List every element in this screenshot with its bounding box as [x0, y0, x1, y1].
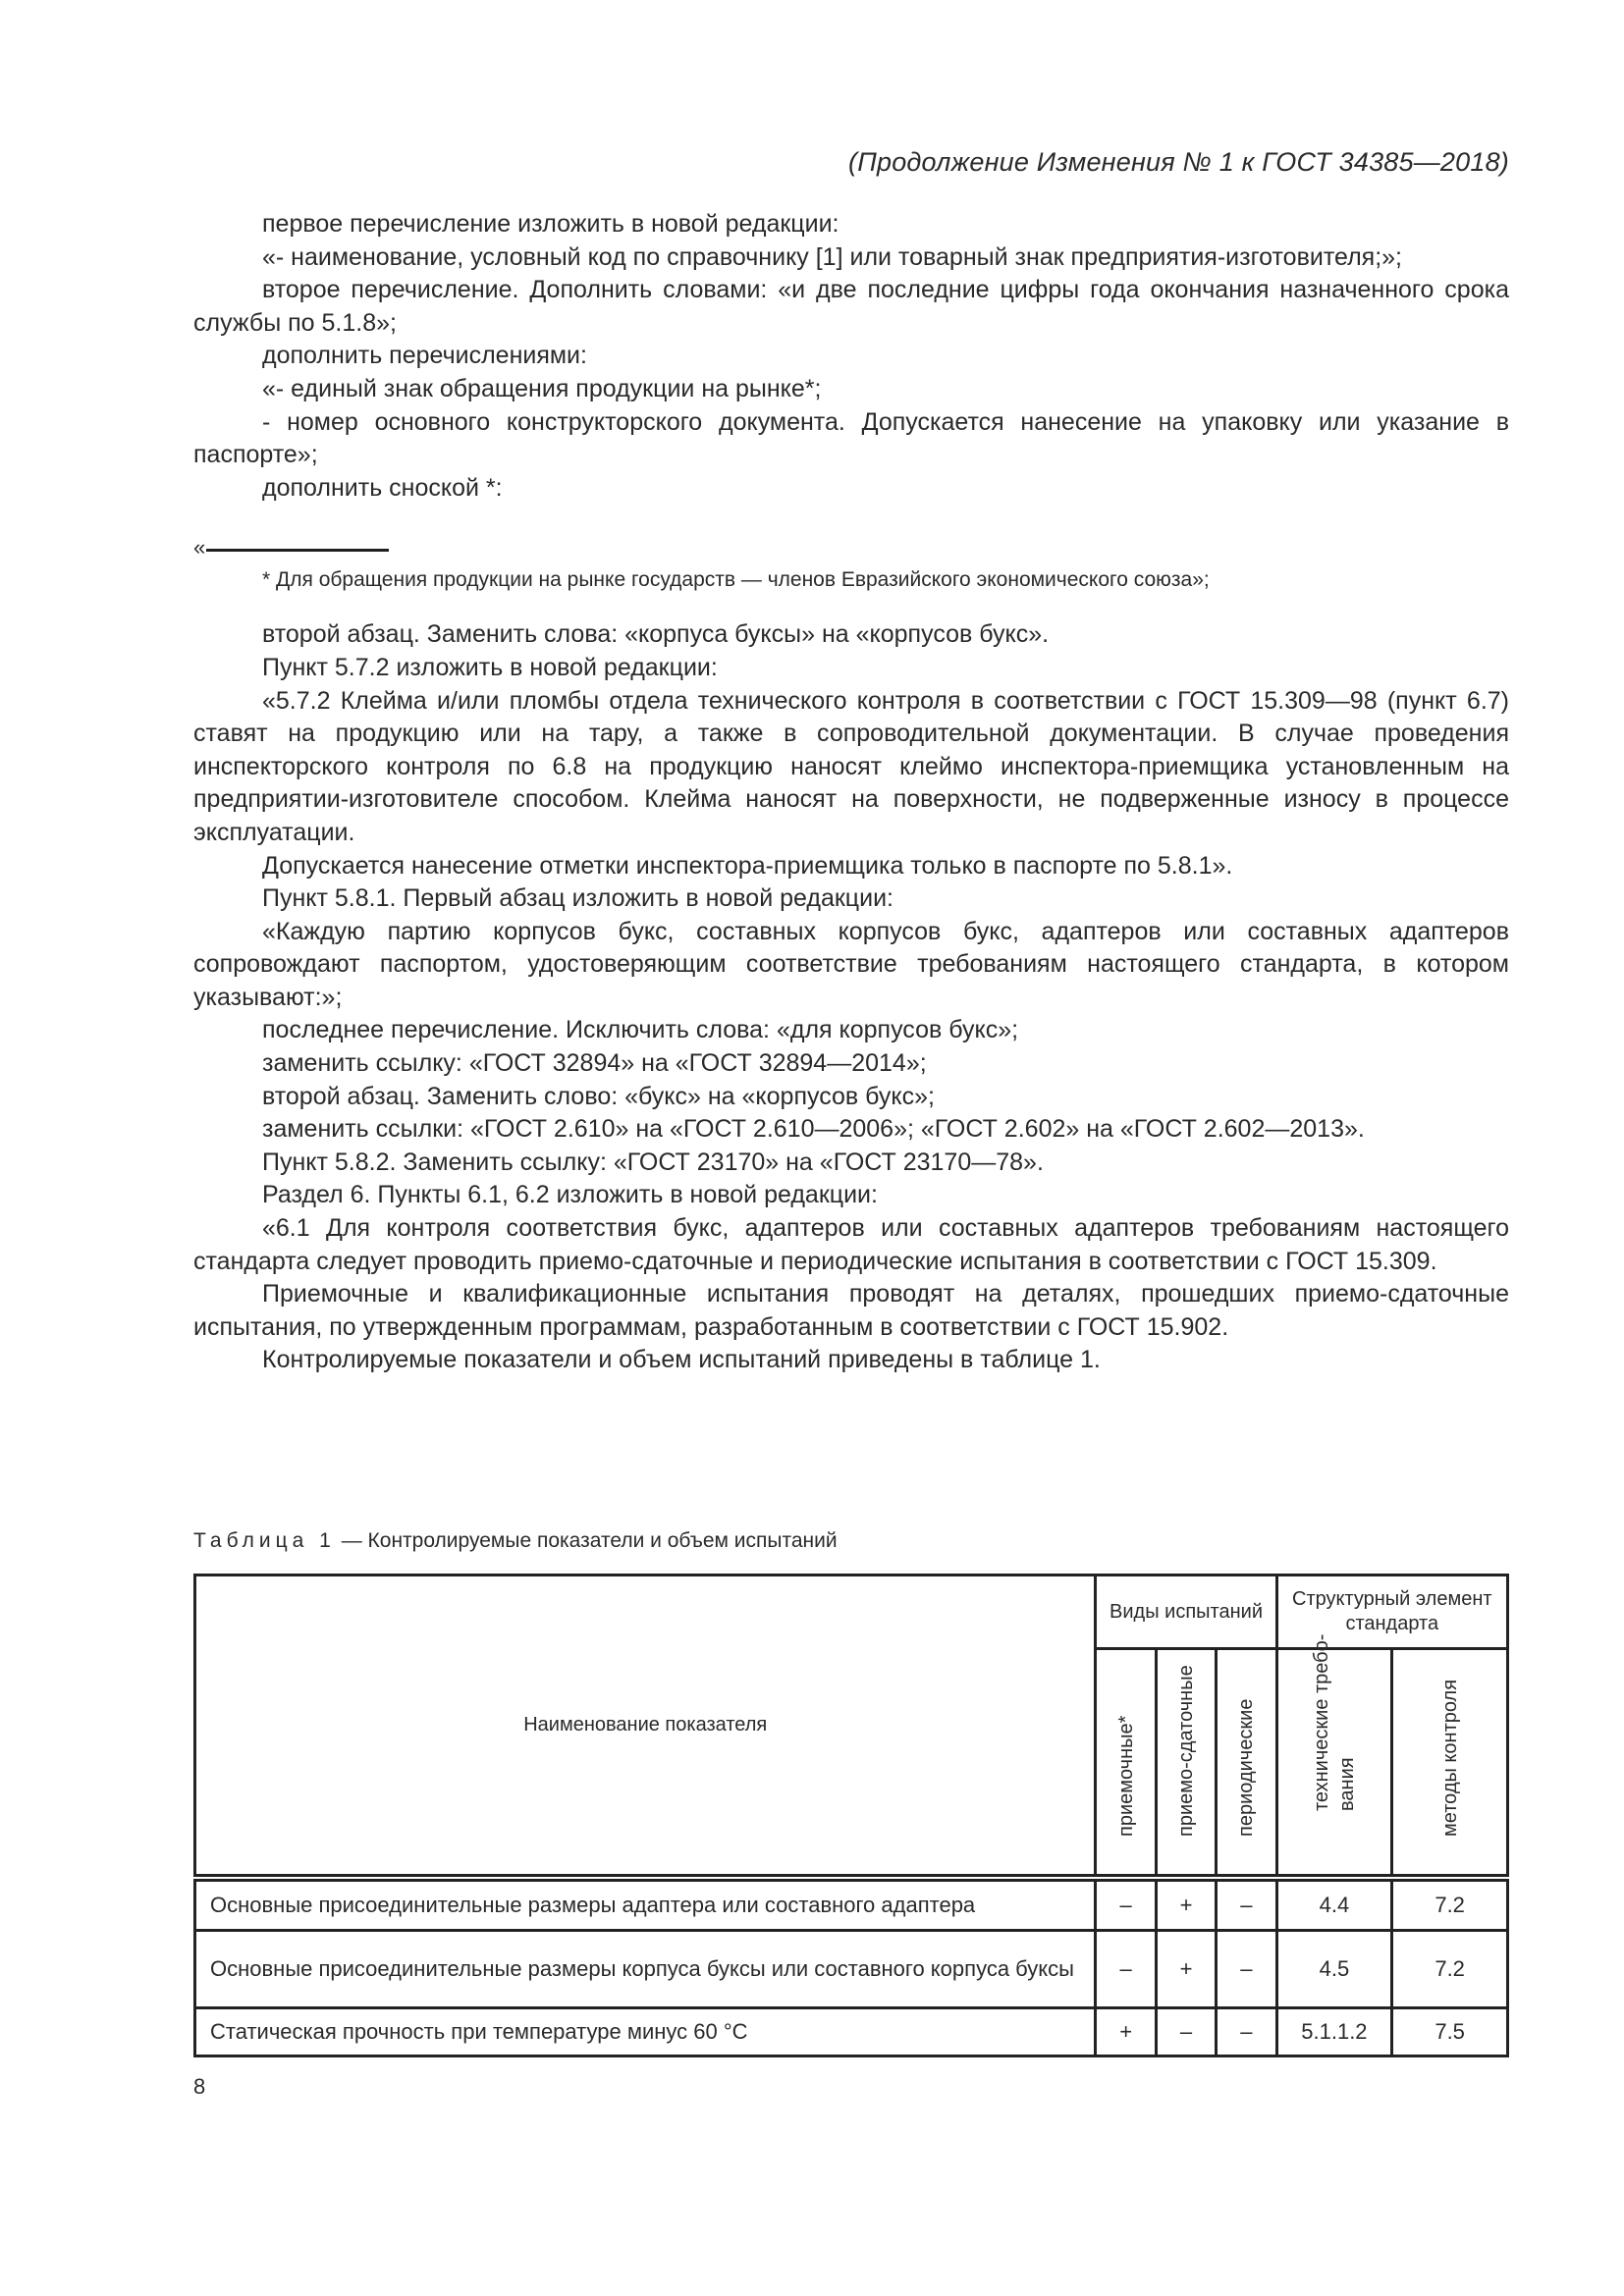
table-caption-text: — Контролируемые показатели и объем испытаний [335, 1529, 838, 1552]
paragraph: Пункт 5.7.2 изложить в новой редакции: [262, 653, 718, 681]
tests-table [193, 1574, 1509, 2057]
header-group-structure: Структурный элемент стандарта [1276, 1575, 1507, 1649]
page-number: 8 [193, 2074, 206, 2099]
cell-acceptance: + [1096, 2008, 1156, 2056]
table-caption-label: Таблица 1 [193, 1529, 336, 1552]
footnote-text: * Для обращения продукции на рынке государств — членов Евразийского экономического союза»; [262, 568, 1210, 592]
paragraph: второе перечисление. Дополнить словами: «и две последние цифры года окончания назначенного срока службы по 5.1.8»; [193, 276, 1509, 337]
paragraph: дополнить сноской *: [262, 473, 503, 502]
paragraph: Допускается нанесение отметки инспектора-приемщика только в паспорте по 5.8.1». [262, 851, 1233, 880]
running-head: (Продолжение Изменения № 1 к ГОСТ 34385—2018) [848, 147, 1509, 177]
cell-name: Основные присоединительные размеры корпуса буксы или составного корпуса буксы [195, 1931, 1096, 2008]
paragraph: «- единый знак обращения продукции на рынке*; [262, 374, 822, 402]
cell-acceptance: – [1096, 1878, 1156, 1931]
footnote-open-quote: « [193, 534, 206, 560]
paragraph: «Каждую партию корпусов букс, составных корпусов букс, адаптеров или составных адаптеров сопровождают паспортом, удостоверяющим соответствие требованиям настоящего стандарта, в котором указывают:»; [193, 917, 1509, 1011]
paragraph: дополнить перечислениями: [262, 342, 587, 370]
paragraph: заменить ссылки: «ГОСТ 2.610» на «ГОСТ 2.610—2006»; «ГОСТ 2.602» на «ГОСТ 2.602—2013». [262, 1115, 1365, 1144]
paragraph: второй абзац. Заменить слово: «букс» на «корпусов букс»; [262, 1082, 935, 1110]
cell-acceptance: – [1096, 1931, 1156, 2008]
header-delivery: приемо-сдаточные [1156, 1649, 1216, 1879]
cell-periodic: – [1217, 1878, 1276, 1931]
cell-requirements: 4.5 [1276, 1931, 1392, 2008]
header-periodic: периодические [1217, 1649, 1276, 1879]
cell-name: Основные присоединительные размеры адаптера или составного адаптера [195, 1878, 1096, 1931]
paragraph: «5.7.2 Клейма и/или пломбы отдела технического контроля в соответствии с ГОСТ 15.309—98 (пункт 6.7) ставят на продукцию или на тару, а также в сопроводительной документации. В случае проведения инспекторского контроля по 6.8 на продукцию наносят клеймо инспектора-приемщика установленным на предприятии-изготовителе способом. Клейма наносят на поверхности, не подверженные износу в процессе эксплуатации. [193, 686, 1509, 846]
paragraph: Раздел 6. Пункты 6.1, 6.2 изложить в новой редакции: [262, 1181, 878, 1209]
table-row [195, 1931, 1508, 2008]
paragraph: Пункт 5.8.1. Первый абзац изложить в новой редакции: [262, 884, 894, 913]
paragraph: последнее перечисление. Исключить слова: «для корпусов букс»; [262, 1016, 1019, 1044]
paragraph: - номер основного конструкторского документа. Допускается нанесение на упаковку или указание в паспорте»; [193, 407, 1509, 469]
table-row [195, 2008, 1508, 2056]
cell-delivery: + [1156, 1931, 1216, 2008]
header-name-column: Наименование показателя [195, 1575, 1096, 1879]
cell-periodic: – [1217, 2008, 1276, 2056]
paragraph: второй абзац. Заменить слова: «корпуса буксы» на «корпусов букс». [262, 620, 1050, 649]
paragraph: «- наименование, условный код по справочнику [1] или товарный знак предприятия-изготовителя;»; [262, 242, 1402, 271]
cell-methods: 7.2 [1392, 1931, 1508, 2008]
header-acceptance: приемочные* [1096, 1649, 1156, 1879]
paragraph: Приемочные и квалификационные испытания проводят на деталях, прошедших приемо-сдаточные испытания, по утвержденным программам, разработанным в соответствии с ГОСТ 15.902. [193, 1280, 1509, 1341]
footnote-rule [206, 549, 389, 552]
paragraph: «6.1 Для контроля соответствия букс, адаптеров или составных адаптеров требованиям настоящего стандарта следует проводить приемо-сдаточные и периодические испытания в соответствии с ГОСТ 15.309. [193, 1214, 1509, 1275]
cell-requirements: 4.4 [1276, 1878, 1392, 1931]
cell-delivery: + [1156, 1878, 1216, 1931]
cell-delivery: – [1156, 2008, 1216, 2056]
table-row [195, 1878, 1508, 1931]
paragraph: Контролируемые показатели и объем испытаний приведены в таблице 1. [262, 1346, 1101, 1374]
paragraph: Пункт 5.8.2. Заменить ссылку: «ГОСТ 23170» на «ГОСТ 23170—78». [262, 1148, 1044, 1176]
cell-methods: 7.2 [1392, 1878, 1508, 1931]
body-text [193, 208, 1509, 1377]
cell-periodic: – [1217, 1931, 1276, 2008]
cell-methods: 7.5 [1392, 2008, 1508, 2056]
paragraph: заменить ссылку: «ГОСТ 32894» на «ГОСТ 32894—2014»; [262, 1049, 927, 1078]
paragraph: первое перечисление изложить в новой редакции: [262, 210, 839, 238]
header-group-tests: Виды испытаний [1096, 1575, 1276, 1649]
footnote-separator [193, 530, 1509, 563]
header-methods: методы контроля [1392, 1649, 1508, 1879]
header-requirements: технические требо- вания [1276, 1649, 1392, 1879]
table-caption [193, 1529, 838, 1553]
cell-requirements: 5.1.1.2 [1276, 2008, 1392, 2056]
cell-name: Статическая прочность при температуре минус 60 °C [195, 2008, 1096, 2056]
